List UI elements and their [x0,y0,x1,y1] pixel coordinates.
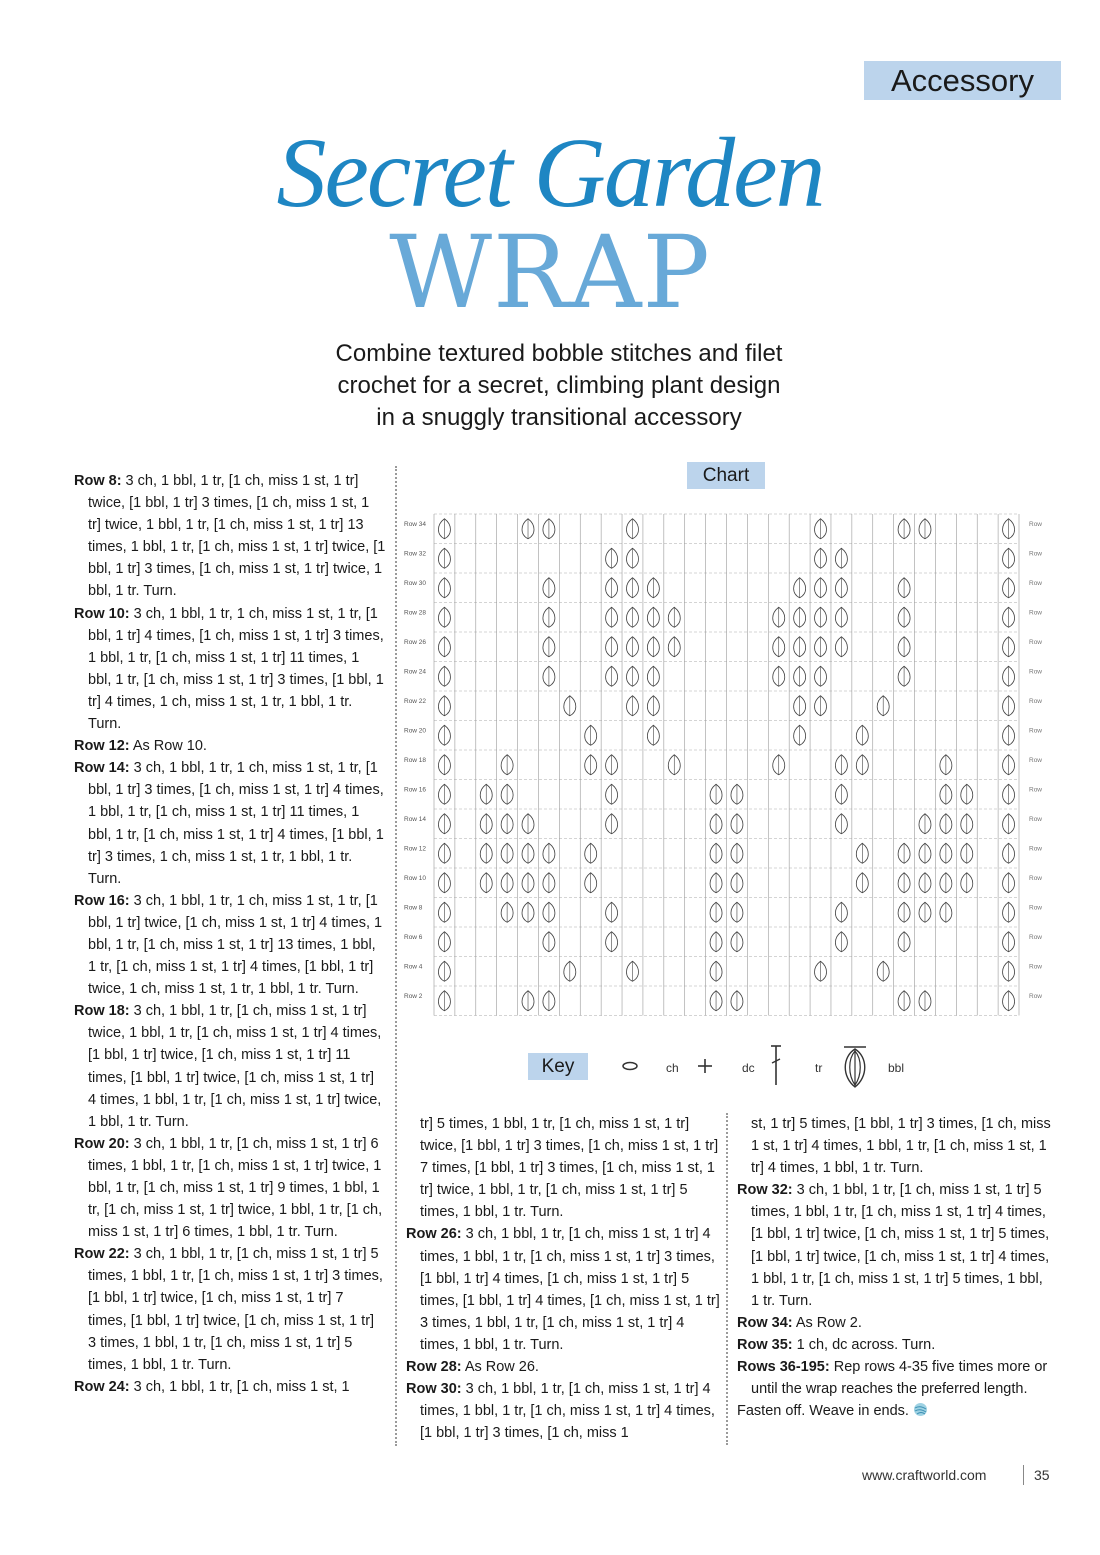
chart-row-label-right: Row [1029,757,1043,764]
chart-row-label-right: Row [1029,521,1043,528]
chart-row-label: Row 34 [404,521,427,528]
standfirst-line: crochet for a secret, climbing plant design [337,372,781,399]
section-tag: Accessory [864,61,1061,100]
instruction-paragraph [74,1243,386,1376]
chart-row-label: Row 18 [404,757,427,764]
chart-row-label-right: Row [1029,786,1043,794]
instruction-paragraph [74,603,386,736]
row-label: Row 26: [406,1226,462,1243]
row-label: Row 34: [737,1314,793,1331]
row-text: 3 ch, 1 bbl, 1 tr, [1 ch, miss 1 st, 1 tr] 4 times, 1 bbl, 1 tr, [1 ch, miss 1 st, 1 tr] 3 times, [1 bbl, 1 tr] 4 times, [1 ch, miss 1 st, 1 tr] 5 times, [1 bbl, 1 tr] 4 times, [1 ch, miss 1 st, 1 tr] 3 times, 1 bbl, 1 tr, [1 ch, miss 1 st, 1 tr] 4 times, 1 bbl, 1 tr. Turn. [420,1226,720,1353]
row-text: tr] 5 times, 1 bbl, 1 tr, [1 ch, miss 1 st, 1 tr] twice, [1 bbl, 1 tr] 3 times, [1 ch, miss 1 st, 1 tr] 7 times, [1 bbl, 1 tr] 3 times, [1 ch, miss 1 st, 1 tr] twice, 1 bbl, 1 tr, [1 ch, miss 1 st, 1 tr] 5 times, 1 bbl, 1 tr. Turn. [420,1116,719,1221]
chart-row-label: Row 30 [404,580,427,587]
standfirst-line: in a snuggly transitional accessory [376,404,742,431]
instruction-paragraph [737,1113,1051,1179]
chart-row-label: Row 28 [404,609,427,617]
footer-separator [1023,1465,1024,1485]
key-ch-label: ch [666,1061,679,1075]
footer-url: www.craftworld.com [862,1467,987,1483]
row-text: As Row 26. [461,1359,539,1376]
instruction-paragraph [74,1376,386,1398]
chart-row-label: Row 32 [404,550,427,558]
chart-row-label: Row 20 [404,727,427,735]
instruction-paragraph [737,1334,1051,1356]
row-label: Row 35: [737,1336,793,1353]
instruction-paragraph [406,1378,720,1444]
row-label: Row 32: [737,1182,793,1199]
row-label: Row 18: [74,1003,130,1020]
row-text: As Row 10. [129,738,207,755]
instruction-paragraph [406,1113,720,1223]
chart-row-label-right: Row [1029,963,1043,971]
row-text: 3 ch, 1 bbl, 1 tr, [1 ch, miss 1 st, 1 tr] 4 times, 1 bbl, 1 tr, [1 ch, miss 1 st, 1 tr] 4 times, [1 bbl, 1 tr] 3 times, [1 ch, miss 1 [420,1381,715,1442]
chart-row-label: Row 8 [404,904,423,912]
double-crochet-symbol-icon [696,1057,714,1075]
row-text: 3 ch, 1 bbl, 1 tr, 1 ch, miss 1 st, 1 tr, [1 bbl, 1 tr] 4 times, [1 ch, miss 1 st, 1 tr] 3 times, 1 bbl, 1 tr, [1 ch, miss 1 st, 1 tr] 11 times, 1 bbl, 1 tr, [1 ch, miss 1 st, 1 tr] 3 times, [1 bbl, 1 tr] 4 times, 1 ch, miss 1 st, 1 tr, 1 bbl, 1 tr. Turn. [88,605,384,733]
chart-row-label: Row 6 [404,934,423,941]
row-label: Row 30: [406,1381,462,1398]
column-divider [726,1113,728,1445]
row-text: 3 ch, 1 bbl, 1 tr, 1 ch, miss 1 st, 1 tr, [1 bbl, 1 tr] 3 times, [1 ch, miss 1 st, 1 tr] 4 times, 1 bbl, 1 tr, [1 ch, miss 1 st, 1 tr] 11 times, 1 bbl, 1 tr, [1 ch, miss 1 st, 1 tr] 4 times, [1 bbl, 1 tr] 3 times, 1 ch, miss 1 st, 1 tr, 1 bbl, 1 tr. Turn. [88,760,384,887]
chart-row-label-right: Row [1029,816,1043,823]
standfirst-line: Combine textured bobble stitches and filet [335,340,783,367]
chart-row-label: Row 24 [404,668,427,676]
chart-label: Chart [687,462,765,489]
title-script: Secret Garden [276,117,824,228]
chart-row-label-right: Row [1029,580,1043,587]
row-text: 1 ch, dc across. Turn. [792,1336,936,1353]
row-text: 3 ch, 1 bbl, 1 tr, [1 ch, miss 1 st, 1 tr] twice, 1 bbl, 1 tr, [1 ch, miss 1 st, 1 tr] 4 times, [1 bbl, 1 tr] twice, [1 ch, miss 1 st, 1 tr] 11 times, [1 bbl, 1 tr] twice, [1 ch, miss 1 st, 1 tr] 4 times, 1 bbl, 1 tr, [1 ch, miss 1 st, 1 tr] twice, 1 bbl, 1 tr. Turn. [88,1003,382,1130]
yarn-ball-icon [913,1402,928,1417]
instructions-column-left [74,470,386,1398]
chart-row-label-right: Row [1029,934,1043,941]
row-label: Rows 36-195: [737,1359,830,1376]
row-label: Row 16: [74,892,130,909]
row-text: 3 ch, 1 bbl, 1 tr, 1 ch, miss 1 st, 1 tr, [1 bbl, 1 tr] twice, [1 ch, miss 1 st, 1 tr] 4 times, 1 bbl, 1 tr, [1 ch, miss 1 st, 1 tr] 13 times, 1 bbl, 1 tr, [1 ch, miss 1 st, 1 tr] 4 times, [1 bbl, 1 tr] twice, 1 ch, miss 1 st, 1 tr, 1 bbl, 1 tr. Turn. [88,892,383,998]
chart-row-label: Row 2 [404,993,423,1000]
page-number: 35 [1034,1467,1050,1483]
instruction-paragraph [406,1356,720,1378]
instruction-paragraph [74,1133,386,1243]
row-text: Fasten off. Weave in ends. [737,1403,909,1420]
chart-row-label-right: Row [1029,550,1043,558]
instruction-paragraph [737,1179,1051,1312]
instruction-paragraph [74,890,386,1000]
row-label: Row 12: [74,738,130,755]
chart-row-label: Row 14 [404,816,427,823]
row-label: Row 10: [74,605,130,622]
treble-symbol-icon [768,1043,784,1087]
chart-row-label-right: Row [1029,668,1043,676]
row-label: Row 20: [74,1135,130,1152]
row-text: 3 ch, 1 bbl, 1 tr, [1 ch, miss 1 st, 1 tr] 5 times, 1 bbl, 1 tr, [1 ch, miss 1 st, 1 tr] 3 times, [1 bbl, 1 tr] twice, [1 ch, miss 1 st, 1 tr] 7 times, [1 bbl, 1 tr] twice, [1 ch, miss 1 st, 1 tr] 3 times, 1 bbl, 1 tr, [1 ch, miss 1 st, 1 tr] 5 times, 1 bbl, 1 tr. Turn. [88,1246,383,1373]
chart-row-label: Row 26 [404,639,427,646]
row-label: Row 28: [406,1359,462,1376]
key-dc-label: dc [742,1061,755,1075]
instructions-column-middle [406,1113,720,1444]
instruction-paragraph [737,1312,1051,1334]
instruction-paragraph [74,735,386,757]
chart-row-label-right: Row [1029,698,1043,705]
row-label: Row 22: [74,1246,130,1263]
instruction-paragraph [406,1223,720,1356]
chart-row-label: Row 12 [404,845,427,853]
chart-row-label-right: Row [1029,845,1043,853]
instruction-paragraph [74,470,386,603]
instruction-paragraph [737,1356,1051,1400]
row-text: 3 ch, 1 bbl, 1 tr, [1 ch, miss 1 st, 1 tr] 6 times, 1 bbl, 1 tr, [1 ch, miss 1 st, 1 tr] twice, 1 bbl, 1 tr, [1 ch, miss 1 st, 1 tr] 9 times, 1 bbl, 1 tr, [1 ch, miss 1 st, 1 tr] twice, 1 bbl, 1 tr, [1 ch, miss 1 st, 1 tr] 6 times, 1 bbl, 1 tr. Turn. [88,1135,383,1241]
key-tr-label: tr [815,1061,823,1075]
row-text: Rep rows 4-35 five times more or until the wrap reaches the preferred length. [751,1359,1048,1398]
chain-symbol-icon [620,1058,640,1074]
chart-row-label-right: Row [1029,993,1043,1000]
row-text: 3 ch, 1 bbl, 1 tr, [1 ch, miss 1 st, 1 tr] 5 times, 1 bbl, 1 tr, [1 ch, miss 1 st, 1 tr] 4 times, [1 bbl, 1 tr] twice, [1 ch, miss 1 st, 1 tr] 5 times, [1 bbl, 1 tr] twice, [1 ch, miss 1 st, 1 tr] 4 times, 1 bbl, 1 tr, [1 ch, miss 1 st, 1 tr] 5 times, 1 bbl, 1 tr. Turn. [751,1182,1050,1309]
key-bbl-label: bbl [888,1061,905,1075]
row-text: As Row 2. [792,1314,862,1331]
key-label: Key [528,1053,588,1080]
row-label: Row 8: [74,473,122,489]
chart-row-label: Row 4 [404,963,423,971]
title-main: WRAP [389,214,711,331]
chart-row-label-right: Row [1029,609,1043,617]
chart-row-label: Row 10 [404,875,427,882]
chart-row-label-right: Row [1029,727,1043,735]
column-divider [395,466,397,1446]
instruction-paragraph [737,1400,1051,1422]
row-text: 3 ch, 1 bbl, 1 tr, [1 ch, miss 1 st, 1 tr] twice, [1 bbl, 1 tr] 3 times, [1 ch, miss 1 st, 1 tr] twice, 1 bbl, 1 tr, [1 ch, miss 1 st, 1 tr] 13 times, 1 bbl, 1 tr, [1 ch, miss 1 st, 1 tr] twice, [1 bbl, 1 tr] 3 times, [1 ch, miss 1 st, 1 tr] twice, 1 bbl, 1 tr. Turn. [88,473,386,600]
chart-row-label-right: Row [1029,904,1043,912]
chart-row-label-right: Row [1029,875,1043,882]
standfirst [200,338,918,434]
crochet-chart [404,500,1052,1020]
chart-row-label-right: Row [1029,639,1043,646]
instructions-column-right [737,1113,1051,1422]
chart-row-label: Row 22 [404,698,427,705]
instruction-paragraph [74,757,386,890]
row-text: st, 1 tr] 5 times, [1 bbl, 1 tr] 3 times, [1 ch, miss 1 st, 1 tr] 4 times, 1 bbl, 1 tr, [1 ch, miss 1 st, 1 tr] 4 times, 1 bbl, 1 tr. Turn. [751,1116,1051,1177]
row-label: Row 14: [74,760,130,777]
bobble-symbol-icon [838,1043,872,1091]
row-text: 3 ch, 1 bbl, 1 tr, [1 ch, miss 1 st, 1 [129,1378,350,1395]
row-label: Row 24: [74,1378,130,1395]
instruction-paragraph [74,1000,386,1133]
chart-row-label: Row 16 [404,786,427,794]
